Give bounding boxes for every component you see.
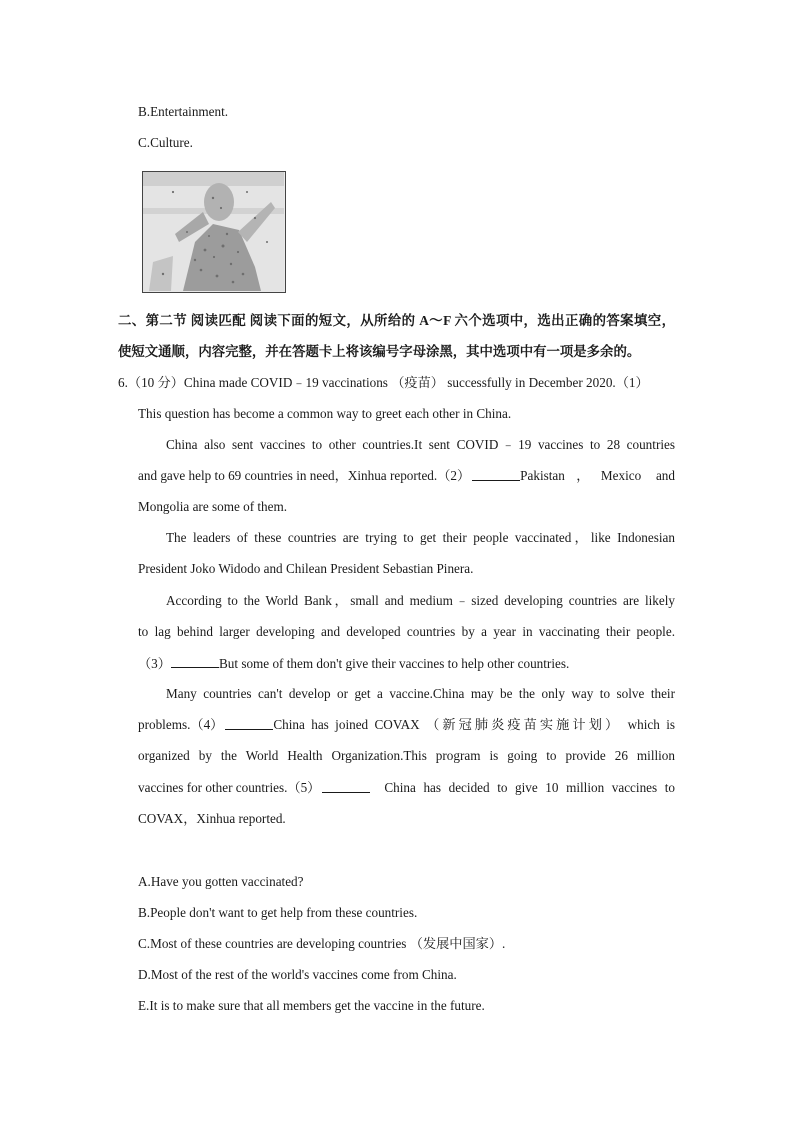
option-b: B.People don't want to get help from these countries. xyxy=(138,905,418,920)
answer-blank-2[interactable] xyxy=(472,467,520,481)
passage-text: China has decided to give 10 million vaccines to xyxy=(384,780,675,795)
answer-blank-4[interactable] xyxy=(225,716,273,730)
passage-line-with-blank-3 xyxy=(138,654,569,673)
passage-line-with-blank-2 xyxy=(138,467,675,485)
passage-line: Mongolia are some of them. xyxy=(138,499,288,514)
passage-line: COVAX，Xinhua reported. xyxy=(138,811,286,826)
passage-text: China has joined COVAX （新冠肺炎疫苗实施计划） which is xyxy=(273,717,675,732)
option-e: E.It is to make sure that all members get the vaccine in the future. xyxy=(138,998,485,1013)
passage-text: and gave help to 69 countries in need，Xinhua reported.（2） xyxy=(138,468,471,483)
passage-line: The leaders of these countries are trying to get their people vaccinated，like Indonesian xyxy=(166,530,675,545)
question-photo xyxy=(142,171,286,293)
passage-line: President Joko Widodo and Chilean President Sebastian Pinera. xyxy=(138,561,474,576)
passage-line: organized by the World Health Organization.This program is going to provide 26 million xyxy=(138,748,675,763)
answer-blank-3[interactable] xyxy=(171,654,219,668)
passage-line: China also sent vaccines to other countries.It sent COVID﹣19 vaccines to 28 countries xyxy=(166,437,675,452)
passage-line-with-blank-4 xyxy=(138,716,675,734)
passage-text: Pakistan，Mexico and xyxy=(520,468,675,483)
passage-text: But some of them don't give their vaccines to help other countries. xyxy=(218,656,570,671)
passage-line-with-blank-5 xyxy=(138,779,675,797)
passage-text: （3） xyxy=(138,656,171,671)
section-instruction-line-2: 使短文通顺，内容完整，并在答题卡上将该编号字母涂黑，其中选项中有一项是多余的。 xyxy=(118,344,641,359)
option-d: D.Most of the rest of the world's vaccines come from China. xyxy=(138,967,457,982)
section-instruction-line-1: 二、第二节 阅读匹配 阅读下面的短文，从所给的 A～F 六个选项中，选出正确的答案填空， xyxy=(118,313,675,328)
prev-option-b: B.Entertainment. xyxy=(138,104,229,119)
passage-line: Many countries can't develop or get a vaccine.China may be the only way to solve their xyxy=(166,686,675,701)
passage-text: vaccines for other countries.（5） xyxy=(138,780,321,795)
option-c: C.Most of these countries are developing countries （发展中国家）. xyxy=(138,936,506,951)
question-stem: 6.（10 分）China made COVID﹣19 vaccinations （疫苗） successfully in December 2020.（1） xyxy=(118,375,649,390)
option-a: A.Have you gotten vaccinated? xyxy=(138,874,304,889)
passage-text: problems.（4） xyxy=(138,717,224,732)
prev-option-c: C.Culture. xyxy=(138,135,193,150)
passage-line: This question has become a common way to greet each other in China. xyxy=(138,406,512,421)
passage-line: to lag behind larger developing and developed countries by a year in vaccinating their people. xyxy=(138,624,675,639)
passage-line: According to the World Bank，small and medium﹣sized developing countries are likely xyxy=(166,593,675,608)
answer-blank-5[interactable] xyxy=(322,779,370,793)
